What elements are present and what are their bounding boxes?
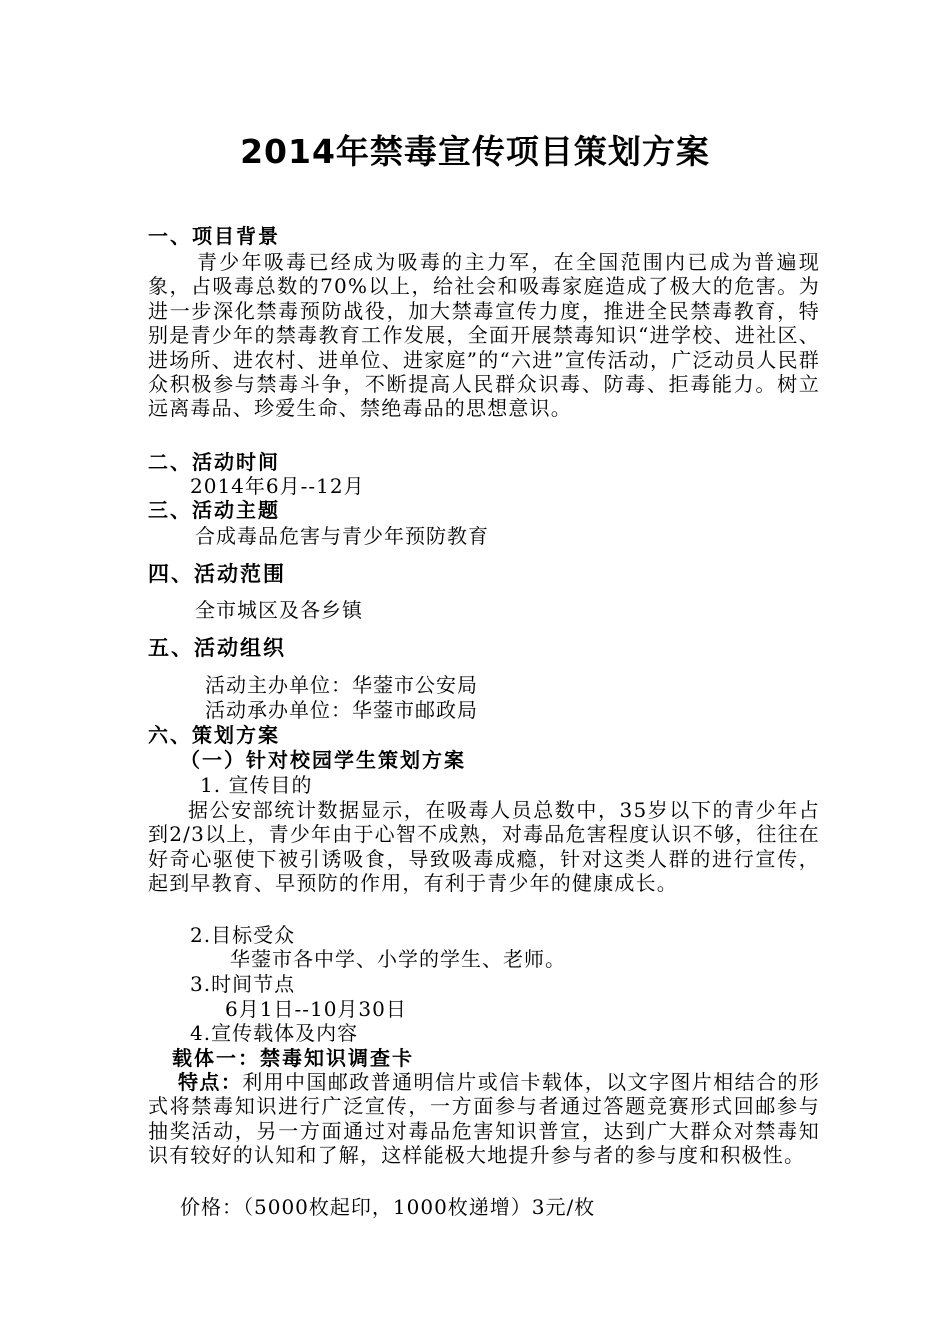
timeline-text: 6月1日--10月30日 xyxy=(225,997,407,1021)
purpose-paragraph: 据公安部统计数据显示，在吸毒人员总数中，35岁以下的青少年占到2/3以上，青少年由于心智不成熟，对毒品危害程度认识不够，往往在好奇心驱使下被引诱吸食，导致吸毒成瘾，针对这类人群的进行宣传，起到早教育、早预防的作用，有利于青少年的健康成长。 xyxy=(148,798,820,896)
feature-label: 特点： xyxy=(178,1070,243,1094)
activity-time: 2014年6月--12月 xyxy=(190,474,365,498)
subsection-campus-plan: （一）针对校园学生策划方案 xyxy=(180,748,466,772)
audience-text: 华蓥市各中学、小学的学生、老师。 xyxy=(230,947,566,971)
activity-scope: 全市城区及各乡镇 xyxy=(195,598,363,622)
organizer-unit: 活动承办单位：华蓥市邮政局 xyxy=(205,698,478,722)
feature-paragraph xyxy=(148,1070,820,1168)
activity-theme: 合成毒品危害与青少年预防教育 xyxy=(195,524,489,548)
host-unit: 活动主办单位：华蓥市公安局 xyxy=(205,673,478,697)
document-title: 2014年禁毒宣传项目策划方案 xyxy=(240,132,710,171)
section-heading-scope: 四、活动范围 xyxy=(148,562,286,586)
section-heading-organization: 五、活动组织 xyxy=(148,636,286,660)
item-purpose: 1. 宣传目的 xyxy=(200,773,313,797)
item-timeline: 3.时间节点 xyxy=(190,972,296,996)
carrier-one-heading: 载体一：禁毒知识调查卡 xyxy=(172,1046,414,1070)
background-paragraph: 青少年吸毒已经成为吸毒的主力军，在全国范围内已成为普遍现象，占吸毒总数的70%以上，给社会和吸毒家庭造成了极大的危害。为进一步深化禁毒预防战役，加大禁毒宣传力度，推进全民禁毒教育，特别是青少年的禁毒教育工作发展，全面开展禁毒知识“进学校、进社区、进场所、进农村、进单位、进家庭”的“六进”宣传活动，广泛动员人民群众积极参与禁毒斗争，不断提高人民群众识毒、防毒、拒毒能力。树立远离毒品、珍爱生命、禁绝毒品的思想意识。 xyxy=(148,250,820,421)
section-heading-time: 二、活动时间 xyxy=(148,450,280,474)
item-carrier: 4.宣传载体及内容 xyxy=(190,1021,359,1045)
item-audience: 2.目标受众 xyxy=(190,923,296,947)
section-heading-background: 一、项目背景 xyxy=(148,224,280,248)
section-heading-theme: 三、活动主题 xyxy=(148,498,280,522)
feature-text: 利用中国邮政普通明信片或信卡载体，以文字图片相结合的形式将禁毒知识进行广泛宣传，一方面参与者通过答题竞赛形式回邮参与抽奖活动，另一方面通过对毒品危害知识普宣，达到广大群众对禁毒知识有较好的认知和了解，这样能极大地提升参与者的参与度和积极性。 xyxy=(148,1070,820,1168)
price-text: 价格：（5000枚起印，1000枚递增）3元/枚 xyxy=(180,1195,596,1219)
section-heading-plan: 六、策划方案 xyxy=(148,723,280,747)
